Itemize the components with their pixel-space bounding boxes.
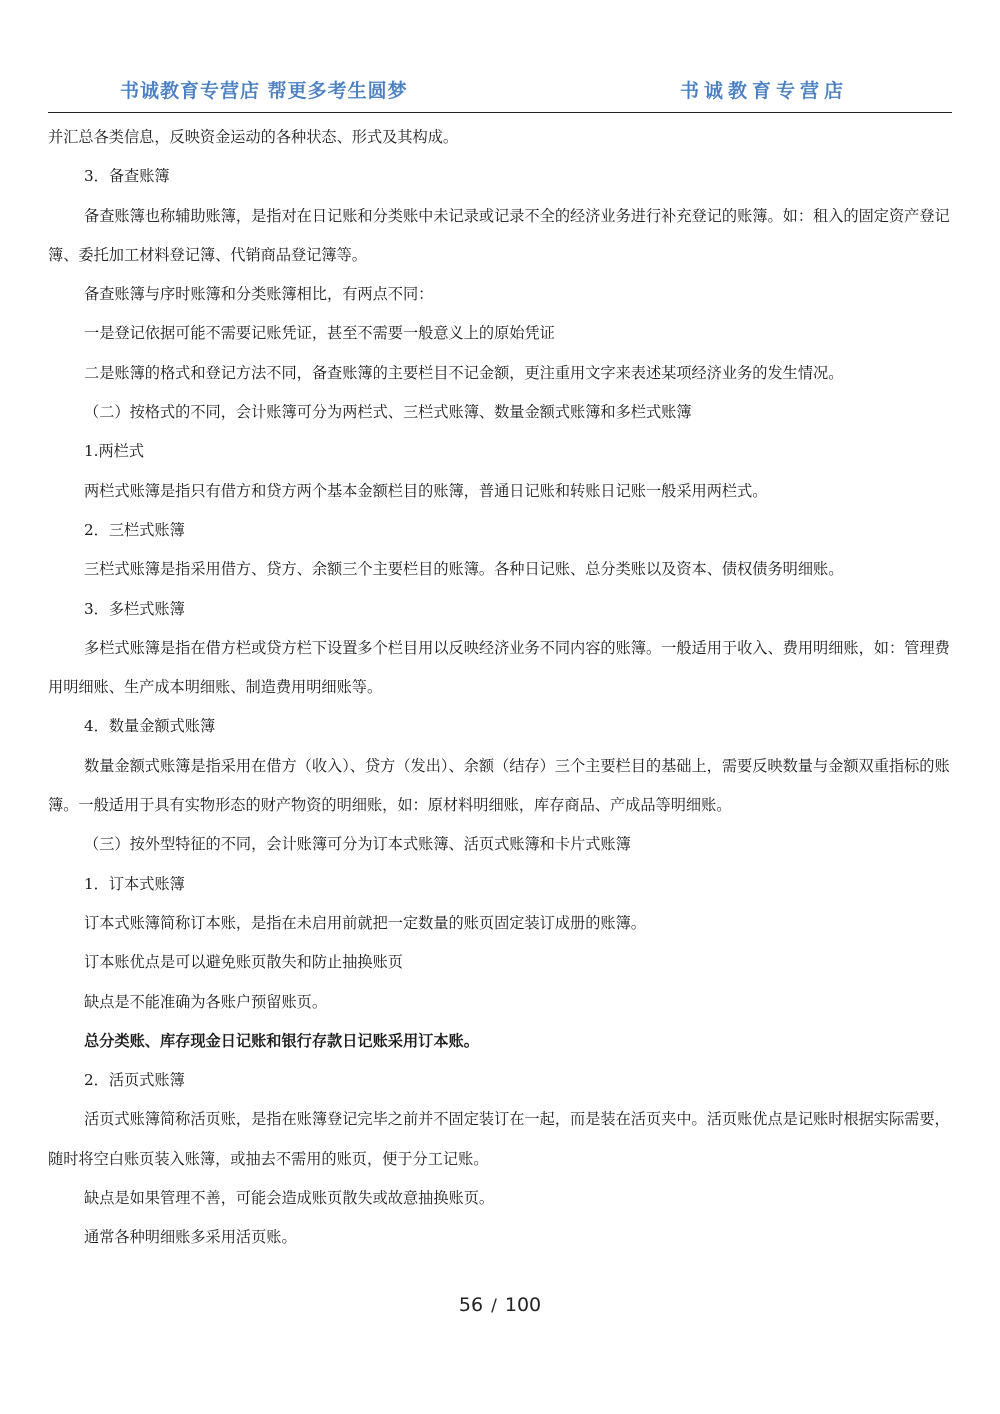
paragraph: 订本式账簿简称订本账，是指在未启用前就把一定数量的账页固定装订成册的账簿。 xyxy=(84,913,646,932)
page-header xyxy=(48,70,952,110)
paragraph: 数量金额式账簿是指采用在借方（收入）、贷方（发出）、余额（结存）三个主要栏目的基础上，需要反映数量与金额双重指标的账簿。一般适用于具有实物形态的财产物资的明细账，如：原材料明细账，库存商品、产成品等明细账。 xyxy=(48,756,950,815)
paragraph-emphasis: 总分类账、库存现金日记账和银行存款日记账采用订本账。 xyxy=(84,1031,479,1050)
paragraph: 订本账优点是可以避免账页散失和防止抽换账页 xyxy=(84,953,403,972)
paragraph: 三栏式账簿是指采用借方、贷方、余额三个主要栏目的账簿。各种日记账、总分类账以及资本、债权债务明细账。 xyxy=(84,560,844,579)
section-heading: 3．备查账簿 xyxy=(84,167,170,186)
section-heading: 2．三栏式账簿 xyxy=(84,520,185,539)
paragraph: 缺点是如果管理不善，可能会造成账页散失或故意抽换账页。 xyxy=(84,1189,495,1208)
paragraph: 多栏式账簿是指在借方栏或贷方栏下设置多个栏目用以反映经济业务不同内容的账簿。一般适用于收入、费用明细账，如：管理费用明细账、生产成本明细账、制造费用明细账等。 xyxy=(48,638,950,697)
page-separator: / xyxy=(491,1296,497,1316)
section-heading: 3．多栏式账簿 xyxy=(84,599,185,618)
section-heading: （三）按外型特征的不同，会计账簿可分为订本式账簿、活页式账簿和卡片式账簿 xyxy=(84,835,631,854)
section-heading: 4．数量金额式账簿 xyxy=(84,717,216,736)
section-heading: 1.两栏式 xyxy=(84,442,145,461)
current-page: 56 xyxy=(458,1294,484,1316)
header-store-slogan: 书诚教育专营店 帮更多考生圆梦 xyxy=(120,80,408,102)
section-heading: 2．活页式账簿 xyxy=(84,1071,185,1090)
paragraph-continuation: 并汇总各类信息，反映资金运动的各种状态、形式及其构成。 xyxy=(48,128,459,146)
paragraph: 备查账簿与序时账簿和分类账簿相比，有两点不同： xyxy=(84,285,434,304)
paragraph: 一是登记依据可能不需要记账凭证，甚至不需要一般意义上的原始凭证 xyxy=(84,324,555,343)
paragraph: 通常各种明细账多采用活页账。 xyxy=(84,1228,297,1247)
paragraph: 两栏式账簿是指只有借方和贷方两个基本金额栏目的账簿，普通日记账和转账日记账一般采用两栏式。 xyxy=(84,481,768,500)
total-pages: 100 xyxy=(504,1294,542,1316)
document-body xyxy=(48,118,952,1258)
header-divider xyxy=(48,112,952,113)
paragraph: 备查账簿也称辅助账簿，是指对在日记账和分类账中未记录或记录不全的经济业务进行补充登记的账簿。如：租入的固定资产登记簿、委托加工材料登记簿、代销商品登记簿等。 xyxy=(48,206,950,264)
paragraph: 缺点是不能准确为各账户预留账页。 xyxy=(84,992,327,1011)
paragraph: 二是账簿的格式和登记方法不同，备查账簿的主要栏目不记金额，更注重用文字来表述某项经济业务的发生情况。 xyxy=(84,363,844,382)
page-number xyxy=(0,1294,1000,1316)
header-store-name: 书诚教育专营店 xyxy=(679,80,848,102)
section-heading: 1．订本式账簿 xyxy=(84,874,185,893)
paragraph: 活页式账簿简称活页账，是指在账簿登记完毕之前并不固定装订在一起，而是装在活页夹中。活页账优点是记账时根据实际需要，随时将空白账页装入账簿，或抽去不需用的账页，便于分工记账。 xyxy=(48,1110,950,1168)
section-heading: （二）按格式的不同，会计账簿可分为两栏式、三栏式账簿、数量金额式账簿和多栏式账簿 xyxy=(84,403,692,422)
